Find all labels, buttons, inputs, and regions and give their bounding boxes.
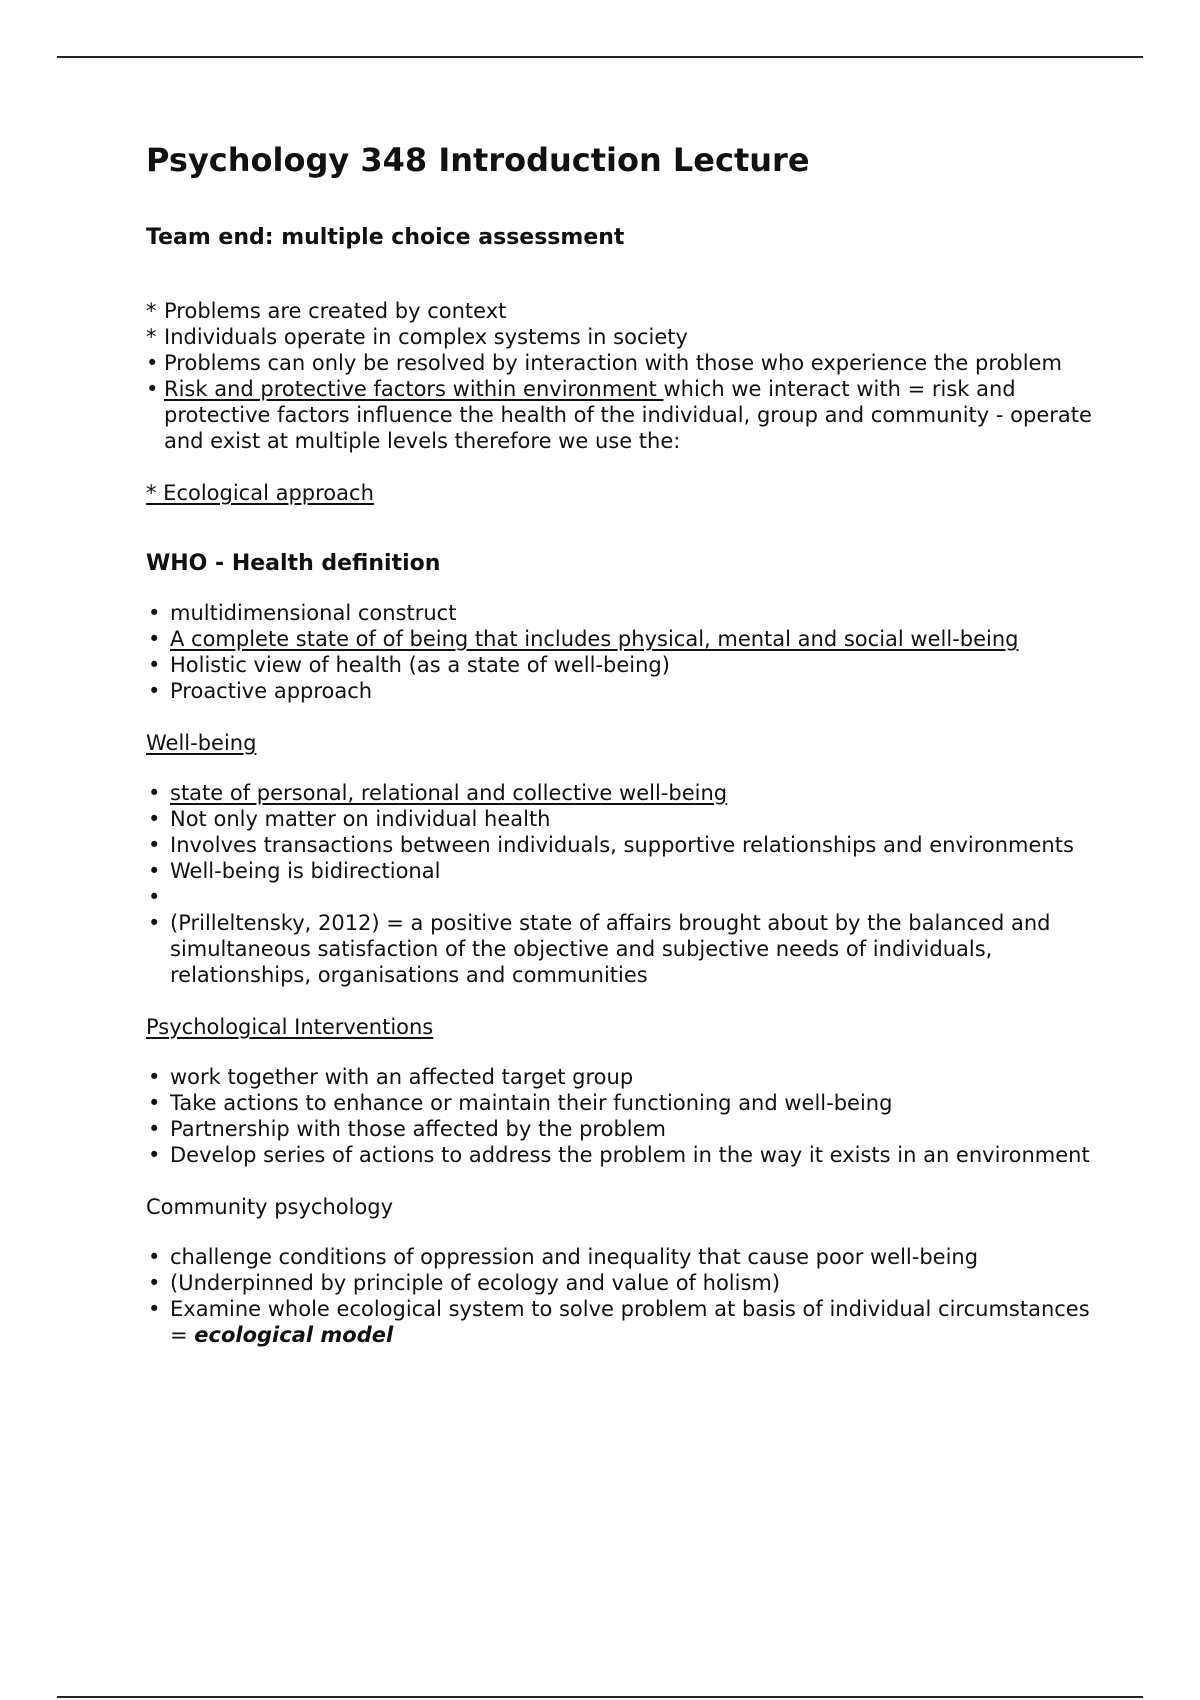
subtitle: Team end: multiple choice assessment (146, 225, 625, 250)
list-item: * Problems are created by context (146, 299, 507, 323)
list-item: • Involves transactions between individuals, supportive relationships and environments (148, 833, 1074, 857)
community-list (146, 1244, 1106, 1348)
intro-list (146, 298, 1106, 454)
list-item: • Proactive approach (148, 679, 373, 703)
list-item: * Individuals operate in complex systems in society (146, 325, 688, 349)
page-title: Psychology 348 Introduction Lecture (146, 141, 810, 179)
list-item: • A complete state of of being that includes physical, mental and social well-being (148, 627, 1019, 651)
list-item: • state of personal, relational and collective well-being (148, 781, 728, 805)
list-item: • Take actions to enhance or maintain their functioning and well-being (148, 1091, 893, 1115)
list-item: • Problems can only be resolved by interaction with those who experience the problem (146, 351, 1062, 375)
who-list (146, 600, 1106, 704)
list-item: • challenge conditions of oppression and inequality that cause poor well-being (148, 1245, 979, 1269)
list-item: • Partnership with those affected by the problem (148, 1117, 666, 1141)
document-page (146, 140, 1106, 1348)
list-item: • Not only matter on individual health (148, 807, 551, 831)
ecological-approach-heading: * Ecological approach (146, 481, 374, 505)
interventions-list (146, 1064, 1106, 1168)
list-item: • multidimensional construct (148, 601, 457, 625)
list-item: • Examine whole ecological system to solve problem at basis of individual circumstances = ecological model (148, 1297, 1090, 1347)
list-item: • Holistic view of health (as a state of well-being) (148, 653, 670, 677)
list-item: • Develop series of actions to address the problem in the way it exists in an environment (148, 1143, 1090, 1167)
list-item: • Well-being is bidirectional (148, 859, 441, 883)
list-item: • (Underpinned by principle of ecology and value of holism) (148, 1271, 781, 1295)
list-item: • (Prilleltensky, 2012) = a positive state of affairs brought about by the balanced and simultaneous satisfaction of the objective and subjective needs of individuals, relationships, organisations and communities (148, 911, 1051, 987)
interventions-heading: Psychological Interventions (146, 1015, 434, 1039)
ecological-model-emphasis: ecological model (194, 1323, 394, 1347)
community-heading: Community psychology (146, 1195, 394, 1219)
wellbeing-heading: Well-being (146, 731, 257, 755)
list-item: • work together with an affected target group (148, 1065, 634, 1089)
list-item: • Risk and protective factors within environment which we interact with = risk and protective factors influence the health of the individual, group and community - operate and exist at multiple levels therefore we use the: (146, 377, 1092, 453)
who-heading: WHO - Health definition (146, 551, 441, 576)
top-rule (57, 56, 1143, 58)
bottom-rule (57, 1696, 1143, 1698)
wellbeing-list (146, 780, 1106, 988)
list-item: • (148, 885, 161, 909)
